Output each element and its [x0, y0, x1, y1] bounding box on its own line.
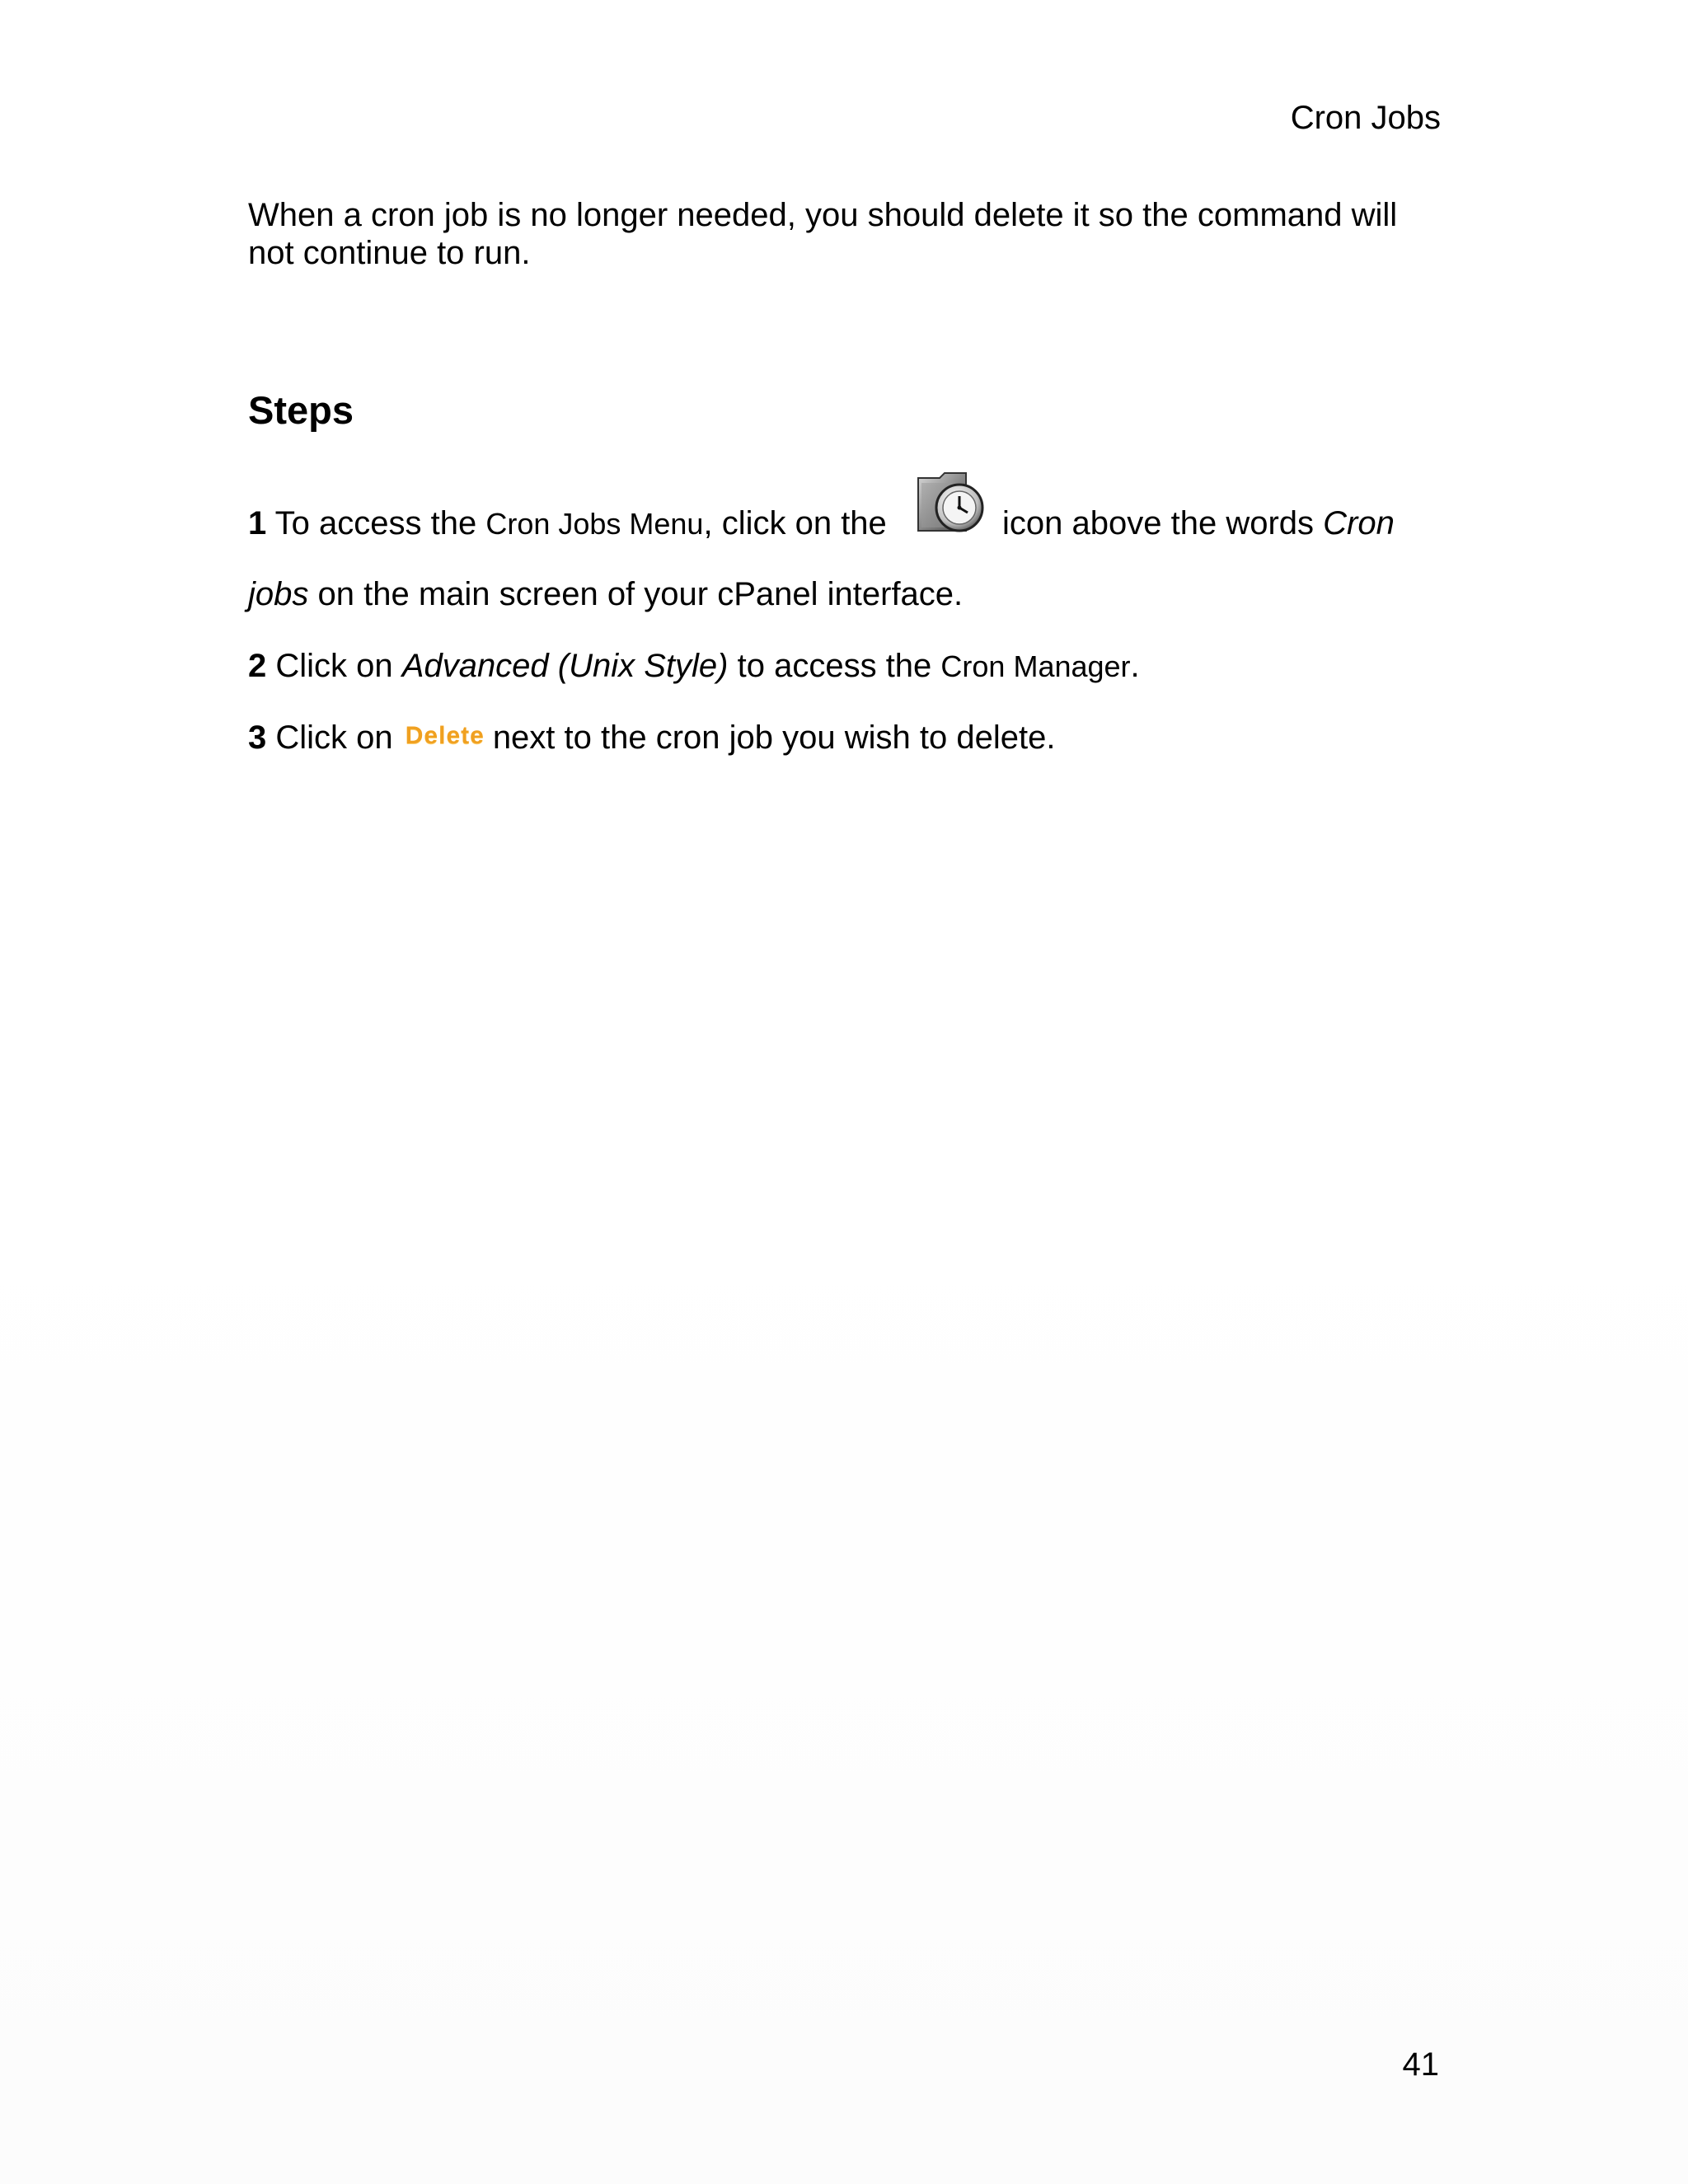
- intro-paragraph: When a cron job is no longer needed, you should delete it so the command will not continue to run.: [248, 197, 1398, 271]
- step-2: [248, 645, 1451, 687]
- steps-heading: Steps: [248, 388, 354, 432]
- step-1-italic-b: jobs: [248, 576, 309, 612]
- step-1-text-d: on the main screen of your cPanel interface.: [308, 576, 964, 612]
- running-header: Cron Jobs: [1290, 100, 1441, 136]
- page-number: 41: [1402, 2046, 1439, 2083]
- step-1-line-2: [248, 574, 1451, 615]
- cron-jobs-icon[interactable]: [915, 470, 987, 539]
- delete-button[interactable]: Delete: [405, 722, 485, 749]
- cron-manager-name: Cron Manager: [940, 649, 1131, 683]
- step-2-text-c: .: [1130, 648, 1140, 684]
- step-2-number: 2: [248, 648, 267, 684]
- step-1-line-1: [248, 503, 1451, 545]
- step-1-italic-a: Cron: [1323, 505, 1395, 541]
- step-3-text-a: Click on: [275, 719, 402, 756]
- step-1-number: 1: [248, 505, 267, 541]
- advanced-unix-style-label: Advanced (Unix Style): [401, 648, 729, 684]
- step-3-number: 3: [248, 719, 267, 756]
- step-2-text-a: Click on: [275, 648, 402, 684]
- step-1-text-a: To access the: [274, 505, 486, 541]
- step-1-text-b: , click on the: [703, 505, 887, 541]
- cron-jobs-menu-name: Cron Jobs Menu: [485, 507, 704, 541]
- step-2-text-b: to access the: [728, 648, 941, 684]
- step-3: [248, 717, 1451, 762]
- step-3-text-b: next to the cron job you wish to delete.: [492, 719, 1056, 756]
- step-1-text-c: icon above the words: [1002, 505, 1324, 541]
